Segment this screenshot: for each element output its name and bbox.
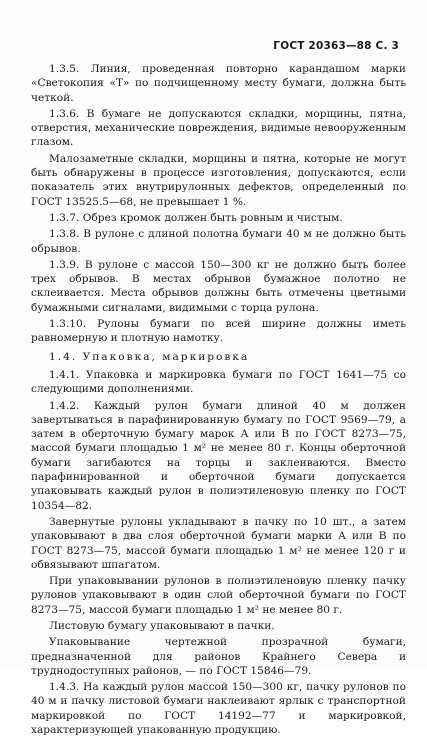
paragraph-sheet-paper: Листовую бумагу упаковывают в пачки. [49, 619, 275, 632]
paragraph-1-4-2: 1.4.2. Каждый рулон бумаги длиной 40 м должен завертываться в парафинированную бумагу по ГОСТ 9569—79, а затем в оберточную бумагу марок А или В по ГОСТ 8273—75, массой бумаги площадью 1 м² не менее 80 г. Концы оберточной бумаги загибаются на торцы и заклеиваются. Вместо парафинированной и оберточной бумаги допускается упаковывать каждый рулон в полиэтиленовую пленку по ГОСТ 10354—82. [31, 399, 406, 512]
paragraph-north-regions: Упаковывание чертежной прозрачной бумаги, предназначенной для районов Крайнего Севера и труднодоступных районов, — по ГОСТ 15846—79. [31, 636, 406, 677]
paragraph-1-3-7: 1.3.7. Обрез кромок должен быть ровным и чистым. [49, 211, 343, 224]
section-heading: 1.4. Упаковка, маркировка [49, 350, 250, 363]
paragraph-1-3-6: 1.3.6. В бумаге не допускаются складки, морщины, пятна, отверстия, механические повреждения, видимые невооруженным глазом. [31, 107, 406, 149]
paragraph-1-4-1: 1.4.1. Упаковка и маркировка бумаги по ГОСТ 1641—75 со следующими дополнениями. [31, 368, 406, 396]
page-header: ГОСТ 20363—88 С. 3 [273, 40, 399, 52]
paragraph-defects-note: Малозаметные складки, морщины и пятна, которые не могут быть обнаружены в процессе изготовления, допускаются, если показатель этих внутрирулонных дефектов, определенный по ГОСТ 13525.5—68, не превышает 1 %. [31, 152, 406, 208]
paragraph-wrapped-rolls: Завернутые рулоны укладывают в пачку по 10 шт., а затем упаковывают в два слоя оберточной бумаги марки А или В по ГОСТ 8273—75, массой бумаги площадью 1 м² не менее 120 г и обвязывают шпагатом. [31, 515, 406, 571]
paragraph-1-3-8: 1.3.8. В рулоне с длиной полотна бумаги 40 м не должно быть обрывов. [31, 228, 406, 255]
paragraph-1-3-5: 1.3.5. Линия, проведенная повторно карандашом марки «Светокопия «Т» по подчищенному месту бумаги, должна быть четкой. [31, 63, 406, 104]
paragraph-1-3-10: 1.3.10. Рулоны бумаги по всей ширине должны иметь равномерную и плотную намотку. [31, 318, 406, 345]
paragraph-polyethylene: При упаковывании рулонов в полиэтиленовую пленку пачку рулонов упаковывают в один слой оберточной бумаги по ГОСТ 8273—75, массой бумаги площадью 1 м² не менее 80 г. [31, 575, 406, 616]
paragraph-1-4-3: 1.4.3. На каждый рулон массой 150—300 кг, пачку рулонов по 40 м и пачку листовой бумаги наклеивают ярлык с транспортной маркировкой по ГОСТ 14192—77 и маркировкой, характеризующей упакованную продукцию. [31, 681, 406, 737]
document-body [31, 62, 406, 739]
paragraph-1-3-9: 1.3.9. В рулоне с массой 150—300 кг не должно быть более трех обрывов. В местах обрывов бумажное полотно не склеивается. Места обрывов должны быть отмечены цветными бумажными сигналами, видимыми с торца рулона. [31, 258, 406, 314]
